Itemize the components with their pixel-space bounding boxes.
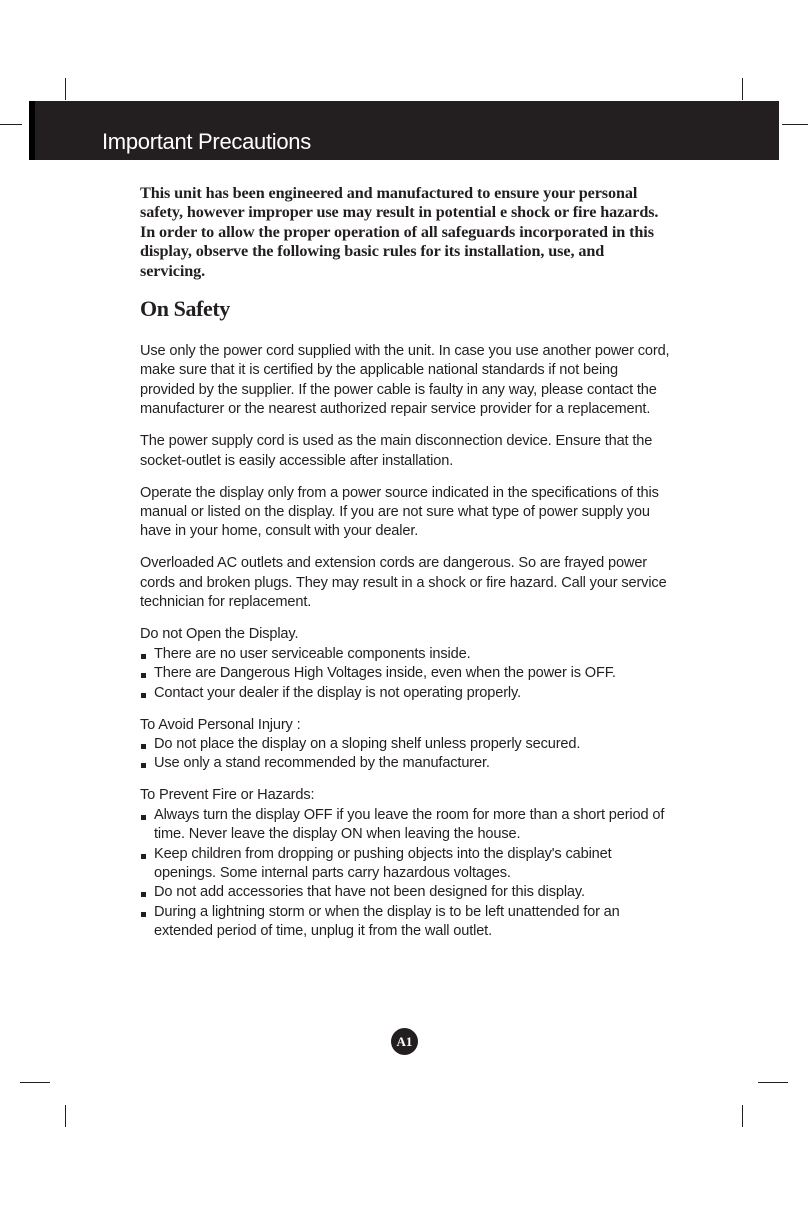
block-title: To Avoid Personal Injury :: [140, 716, 301, 733]
list-item-text: Contact your dealer if the display is not operating properly.: [154, 684, 521, 701]
safety-paragraph: The power supply cord is used as the main disconnection device. Ensure that the socket-outlet is easily accessible after installation.: [140, 433, 653, 469]
section-heading: On Safety: [140, 296, 230, 322]
header-accent: [29, 101, 35, 160]
list-item: [140, 903, 670, 942]
list-item-text: There are Dangerous High Voltages inside, even when the power is OFF.: [154, 665, 616, 682]
list-item-text: Do not add accessories that have not been designed for this display.: [154, 884, 585, 901]
square-bullet-icon: [141, 763, 146, 768]
list-item: [140, 806, 670, 845]
list-item: [140, 754, 670, 773]
crop-mark-right-lower: [758, 1082, 788, 1083]
safety-paragraph: Overloaded AC outlets and extension cords are dangerous. So are frayed power cords and broken plugs. They may result in a shock or fire hazard. Call your service technician for replacement.: [140, 555, 667, 611]
list-item-text: Do not place the display on a sloping shelf unless properly secured.: [154, 735, 581, 752]
list-item-text: During a lightning storm or when the display is to be left unattended for an extended period of time, unplug it from the wall outlet.: [154, 903, 620, 940]
crop-mark-top-left: [65, 78, 66, 100]
block-title: To Prevent Fire or Hazards:: [140, 787, 315, 804]
square-bullet-icon: [141, 673, 146, 678]
list-item: [140, 845, 670, 884]
list-item-text: Keep children from dropping or pushing objects into the display's cabinet openings. Some internal parts carry hazardous voltages.: [154, 845, 612, 881]
intro-paragraph: This unit has been engineered and manufactured to ensure your personal safety, however improper use may result in potential e shock or fire hazards. In order to allow the proper operation of all safeguards incorporated in this display, observe the following basic rules for its installation, use, and servicing.: [140, 184, 659, 280]
square-bullet-icon: [141, 912, 146, 917]
header-bar: [29, 101, 779, 160]
precaution-block-personal-injury: [140, 716, 670, 774]
crop-mark-left-lower: [20, 1082, 50, 1083]
crop-mark-top-right: [742, 78, 743, 100]
square-bullet-icon: [141, 892, 146, 897]
square-bullet-icon: [141, 854, 146, 859]
crop-mark-left-upper: [0, 124, 22, 125]
safety-paragraph: Operate the display only from a power source indicated in the specifications of this manual or listed on the display. If you are not sure what type of power supply you have in your home, consult with your dealer.: [140, 484, 659, 540]
square-bullet-icon: [141, 815, 146, 820]
square-bullet-icon: [141, 744, 146, 749]
list-item-text: There are no user serviceable components inside.: [154, 645, 471, 662]
precaution-block-open-display: [140, 625, 670, 703]
safety-paragraph: Use only the power cord supplied with the unit. In case you use another power cord, make sure that it is certified by the applicable national standards if not being provided by the supplier. If the power cable is faulty in any way, please contact the manufacturer or the nearest authorized repair service provider for a replacement.: [140, 343, 670, 418]
page-number-badge: A1: [391, 1028, 418, 1055]
list-item: [140, 684, 670, 703]
square-bullet-icon: [141, 693, 146, 698]
crop-mark-bottom-right: [742, 1105, 743, 1127]
precaution-block-fire-hazards: [140, 786, 670, 941]
block-title: Do not Open the Display.: [140, 626, 299, 643]
list-item: [140, 645, 670, 664]
list-item: [140, 883, 670, 902]
list-item: [140, 664, 670, 683]
crop-mark-bottom-left: [65, 1105, 66, 1127]
crop-mark-right-upper: [782, 124, 808, 125]
page-title: Important Precautions: [102, 129, 311, 154]
list-item-text: Use only a stand recommended by the manufacturer.: [154, 755, 490, 772]
list-item-text: Always turn the display OFF if you leave the room for more than a short period of time. Never leave the display ON when leaving the house.: [154, 806, 665, 843]
main-content: [140, 184, 670, 954]
list-item: [140, 735, 670, 754]
square-bullet-icon: [141, 654, 146, 659]
